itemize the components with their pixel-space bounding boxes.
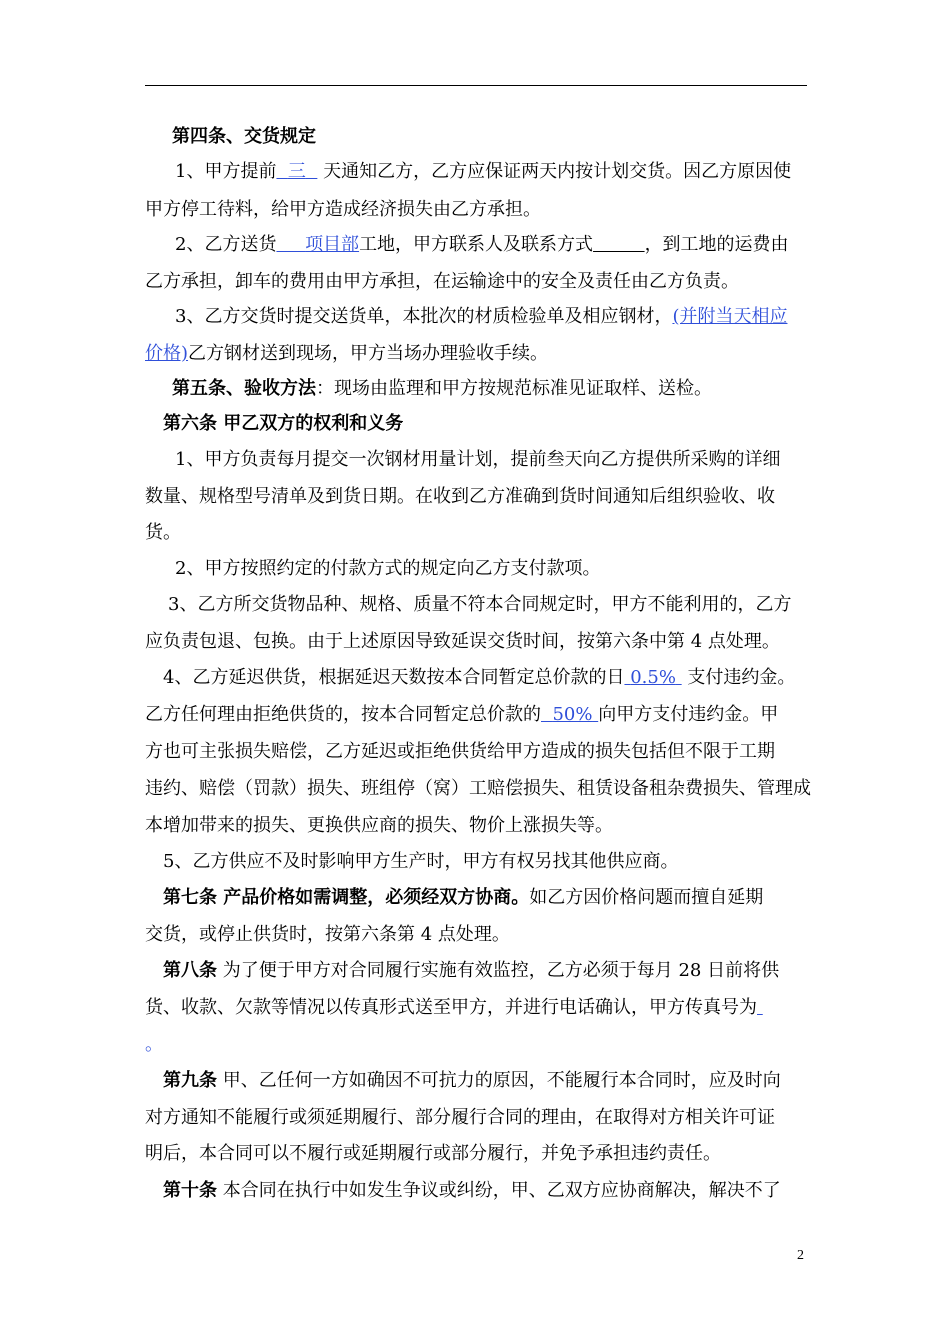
article-6-item-4-cont4: 本增加带来的损失、更换供应商的损失、物价上涨损失等。 — [145, 815, 613, 836]
article-6-item-5: 5、乙方供应不及时影响甲方生产时，甲方有权另找其他供应商。 — [163, 851, 679, 872]
article-5: 第五条、验收方法：现场由监理和甲方按规范标准见证取样、送检。 — [172, 378, 712, 399]
article-8: 第八条 为了便于甲方对合同履行实施有效监控，乙方必须于每月 28 日前将供 — [163, 960, 780, 981]
article-6-item-1-cont: 数量、规格型号清单及到货日期。在收到乙方准确到货时间通知后组织验收、收 — [145, 486, 775, 507]
article-6-item-2: 2、甲方按照约定的付款方式的规定向乙方支付款项。 — [175, 558, 601, 579]
article-6-item-3-cont: 应负责包退、包换。由于上述原因导致延误交货时间，按第六条中第 4 点处理。 — [145, 631, 780, 652]
article-9-heading: 第九条 — [163, 1070, 217, 1091]
article-6-item-3: 3、乙方所交货物品种、规格、质量不符本合同规定时，甲方不能利用的，乙方 — [168, 594, 792, 615]
article-9-cont: 对方通知不能履行或须延期履行、部分履行合同的理由，在取得对方相关许可证 — [145, 1107, 775, 1128]
article-8-cont: 货、收款、欠款等情况以传真形式送至甲方，并进行电话确认，甲方传真号为 — [145, 996, 763, 1020]
header-rule — [145, 85, 807, 86]
contact-blank — [593, 234, 645, 255]
article-4-heading: 第四条、交货规定 — [172, 126, 316, 147]
article-6-item-4: 4、乙方延迟供货，根据延迟天数按本合同暂定总价款的日 0.5% 支付违约金。 — [163, 667, 796, 688]
article-4-item-2-cont: 乙方承担，卸车的费用由甲方承担，在运输途中的安全及责任由乙方负责。 — [145, 271, 739, 292]
site-blank: 项目部 — [305, 234, 360, 255]
article-6-item-4-cont: 乙方任何理由拒绝供货的，按本合同暂定总价款的 50% 向甲方支付违约金。甲 — [145, 704, 779, 725]
article-7: 第七条 产品价格如需调整，必须经双方协商。如乙方因价格问题而擅自延期 — [163, 887, 764, 908]
article-4-item-1-cont: 甲方停工待料，给甲方造成经济损失由乙方承担。 — [145, 199, 541, 220]
article-10-heading: 第十条 — [163, 1180, 217, 1201]
daily-penalty-rate: 0.5% — [630, 667, 676, 688]
article-4-item-1: 1、甲方提前 三 天通知乙方，乙方应保证两天内按计划交货。因乙方原因使 — [175, 161, 792, 182]
article-7-cont: 交货，或停止供货时，按第六条第 4 点处理。 — [145, 924, 510, 945]
article-10: 第十条 本合同在执行中如发生争议或纠纷，甲、乙双方应协商解决，解决不了 — [163, 1180, 781, 1201]
notice-days-blank: 三 — [287, 161, 306, 182]
article-8-heading: 第八条 — [163, 960, 217, 981]
article-4-item-3-cont: 价格)乙方钢材送到现场，甲方当场办理验收手续。 — [145, 343, 549, 364]
article-6-item-4-cont3: 违约、赔偿（罚款）损失、班组停（窝）工赔偿损失、租赁设备租杂费损失、管理成 — [145, 778, 811, 799]
article-6-item-1-cont2: 货。 — [145, 522, 181, 543]
article-4-item-2: 2、乙方送货 项目部工地，甲方联系人及联系方式 ，到工地的运费由 — [175, 234, 789, 255]
refusal-penalty-rate: 50% — [552, 704, 593, 725]
price-attach-link: (并附当天相应 — [672, 306, 788, 327]
page-number: 2 — [797, 1248, 804, 1263]
fax-number-blank — [757, 997, 763, 1018]
article-4-item-3: 3、乙方交货时提交送货单，本批次的材质检验单及相应钢材，(并附当天相应 — [175, 306, 788, 327]
article-8-cont2: 。 — [145, 1034, 163, 1055]
price-attach-link-cont: 价格) — [145, 343, 189, 364]
article-9-cont2: 明后，本合同可以不履行或延期履行或部分履行，并免予承担违约责任。 — [145, 1143, 721, 1164]
article-6-heading: 第六条 甲乙双方的权利和义务 — [163, 413, 404, 434]
article-9: 第九条 甲、乙任何一方如确因不可抗力的原因，不能履行本合同时，应及时向 — [163, 1070, 781, 1091]
article-5-heading: 第五条、验收方法 — [172, 378, 316, 399]
article-6-item-4-cont2: 方也可主张损失赔偿，乙方延迟或拒绝供货给甲方造成的损失包括但不限于工期 — [145, 741, 775, 762]
article-6-item-1: 1、甲方负责每月提交一次钢材用量计划，提前叁天向乙方提供所采购的详细 — [175, 449, 781, 470]
article-7-heading: 第七条 产品价格如需调整，必须经双方协商。 — [163, 887, 530, 908]
